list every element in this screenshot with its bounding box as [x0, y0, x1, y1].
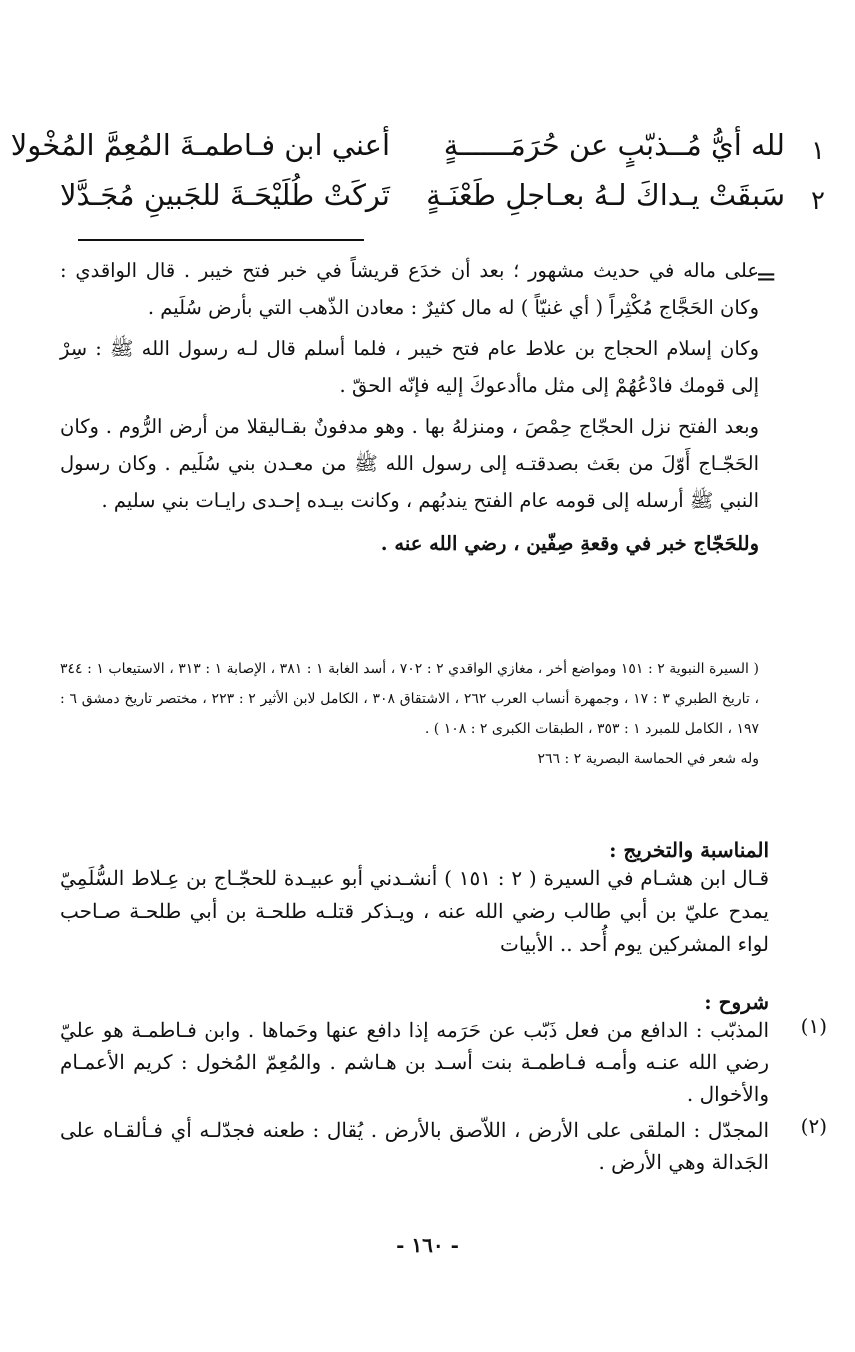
reference-note: وله شعر في الحماسة البصرية ٢ : ٢٦٦ [537, 751, 759, 767]
verse-line-1 [10, 128, 825, 178]
bio-paragraph: وكان إسلام الحجاج بن علاط عام فتح خيبر ، فلما أسلم قال لـه رسول الله ﷺ : سِرْ إلى قومك فادْعُهُمْ إلى مثل ماأدعوكَ إليه فإنّه الحقّ . [60, 337, 759, 397]
verse-second-hemistich: أعني ابن فـاطمـةَ المُعِمَّ المُخْولا [10, 128, 390, 162]
bio-paragraph: على ماله في حديث مشهور ؛ بعد أن خدَع قريشاً في خبر فتح خيبر . قال الواقدي : وكان الحَجَّاج مُكْثِراً ( أي غنيّاً ) له مال كثيرٌ : معادن الذّهب التي بأرض سُلَيم . [60, 259, 759, 319]
commentary-section [60, 990, 827, 1178]
section-heading: المناسبة والتخريج : [609, 838, 769, 862]
references [60, 654, 759, 774]
section-heading: شروح : [704, 990, 769, 1014]
reference-list: ( السيرة النبوية ٢ : ١٥١ ومواضع أخر ، مغازي الواقدي ٢ : ٧٠٢ ، أسد الغابة ١ : ٣٨١ ، الإصابة ١ : ٣١٣ ، الاستيعاب ١ : ٣٤٤ ، تاريخ الطبري ٣ : ١٧ ، وجمهرة أنساب العرب ٢٦٢ ، الاشتقاق ٣٠٨ ، الكامل لابن الأثير ٢ : ٢٢٣ ، مختصر تاريخ دمشق ٦ : ١٩٧ ، الكامل للمبرد ١ : ٣٥٣ ، الطبقات الكبرى ٢ : ١٠٨ ) . [60, 661, 760, 737]
note-number: (٢) [800, 1114, 827, 1138]
note-text: المجدّل : الملقى على الأرض ، اللاّصق بالأرض . يُقال : طعنه فجدّلـه أي فـألقـاه على الجَدالة وهي الأرض . [60, 1118, 769, 1174]
biography-footnote [60, 252, 759, 562]
note-number: (١) [800, 1014, 827, 1038]
page-number: - ١٦٠ - [396, 1233, 459, 1257]
verse-first-hemistich: لله أيُّ مُــذبّبٍ عن حُرَمَــــــةٍ [443, 128, 785, 162]
verse-first-hemistich: سَبقَتْ يـداكَ لـهُ بعـاجلِ طَعْنَـةٍ [426, 178, 785, 212]
bio-paragraph: وللحَجّاج خبر في وقعةِ صِفّين ، رضي الله عنه . [380, 532, 759, 555]
verse-number: ١ [811, 136, 825, 166]
verse-line-2 [60, 178, 825, 228]
section-body: قـال ابن هشـام في السيرة ( ٢ : ١٥١ ) أنشـدني أبو عبيـدة للحجّـاج بن عِـلاط السُّلَمِيّ يمدح عليّ بن أبي طالب رضي الله عنه ، ويـذكر قتلـه طلحـة بن أبي طلحـة صـاحب لواء المشركين يوم أُحد .. الأبيات [60, 866, 769, 956]
note-text: المذبّب : الدافع من فعل ذَبّب عن حَرَمه إذا دافع عنها وحَماها . وابن فـاطمـة هو عليّ رضي الله عنـه وأمـه فـاطمـة بنت أسـد بن هـاشم . والمُعِمّ المُخول : كريم الأعمـام والأخوال . [60, 1018, 769, 1106]
verse-number: ٢ [811, 186, 825, 216]
occasion-section [60, 838, 769, 961]
bio-paragraph: وبعد الفتح نزل الحجّاج حِمْصَ ، ومنزلهُ بها . وهو مدفونٌ بقـاليقلا من أرض الرُّوم . وكان الحَجّـاج أَوّلَ من بعَث بصدقتـه إلى رسول الله ﷺ من معـدن بني سُلَيم . وكان رسول النبي ﷺ أرسله إلى قومه عام الفتح يندبُهم ، وكانت بيـده إحـدى رايـات بني سليم . [60, 415, 759, 512]
commentary-note [60, 1114, 827, 1178]
continuation-mark: = [755, 262, 777, 292]
commentary-note [60, 1014, 827, 1110]
verse-second-hemistich: تَركَتْ طُلَيْحَـةَ للجَبينِ مُجَـدَّلا [60, 178, 390, 212]
footnote-divider [78, 239, 364, 241]
